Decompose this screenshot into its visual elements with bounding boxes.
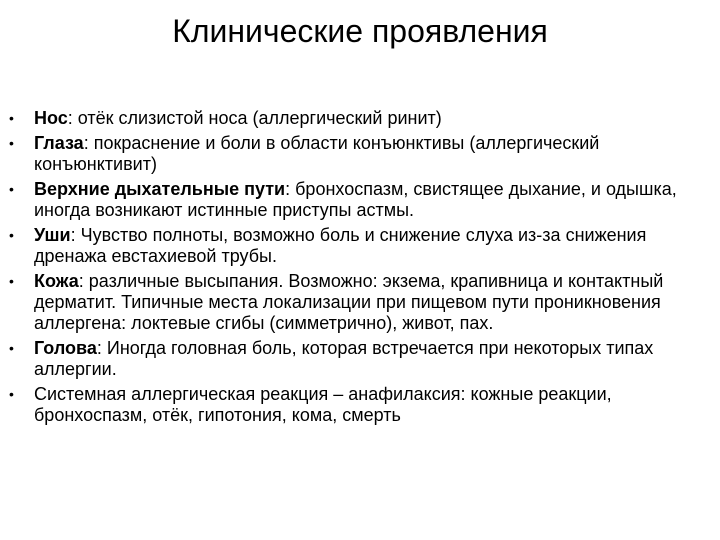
item-text: : бронхоспазм, свистящее дыхание, и одышка, иногда возникают истинные приступы астмы. [34, 179, 677, 220]
bullet-icon: • [9, 110, 14, 126]
bullet-icon: • [9, 340, 14, 356]
item-term: Глаза [34, 133, 84, 153]
bullet-icon: • [9, 386, 14, 402]
slide-title: Клинические проявления [172, 13, 548, 49]
list-item [0, 108, 720, 129]
list-item [0, 384, 720, 426]
bullet-icon: • [9, 273, 14, 289]
item-text: : покраснение и боли в области конъюнктивы (аллергический конъюнктивит) [34, 133, 600, 174]
item-term: Уши [34, 225, 71, 245]
list-item [0, 338, 720, 380]
item-text: : Чувство полноты, возможно боль и снижение слуха из-за снижения дренажа евстахиевой трубы. [34, 225, 647, 266]
list-item [0, 271, 720, 334]
item-text: Системная аллергическая реакция – анафилаксия: кожные реакции, бронхоспазм, отёк, гипотония, кома, смерть [34, 384, 612, 425]
list-item [0, 179, 720, 221]
item-term: Кожа [34, 271, 79, 291]
item-term: Нос [34, 108, 68, 128]
item-text: : Иногда головная боль, которая встречается при некоторых типах аллергии. [34, 338, 654, 379]
bullet-icon: • [9, 135, 14, 151]
item-term: Голова [34, 338, 97, 358]
bullet-icon: • [9, 227, 14, 243]
bullet-icon: • [9, 181, 14, 197]
list-item [0, 133, 720, 175]
list-item [0, 225, 720, 267]
item-text: : отёк слизистой носа (аллергический ринит) [67, 108, 442, 128]
item-text: : различные высыпания. Возможно: экзема, крапивница и контактный дерматит. Типичные места локализации при пищевом пути проникновения аллергена: локтевые сгибы (симметрично), живот, пах. [34, 271, 664, 333]
item-term: Верхние дыхательные пути [34, 179, 286, 199]
bullet-list [0, 108, 720, 430]
